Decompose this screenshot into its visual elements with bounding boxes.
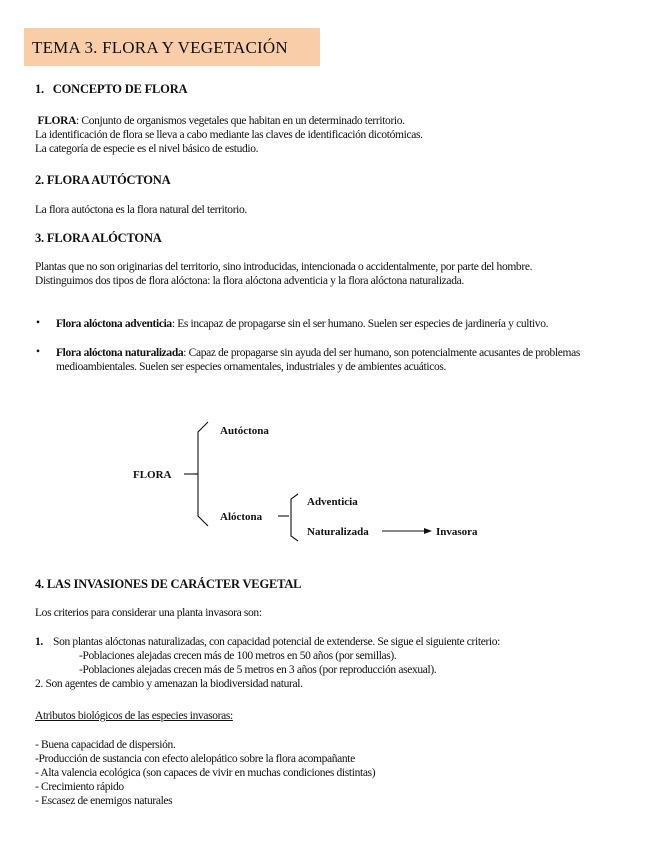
- section-3-para-2: Distinguimos dos tipos de flora alóctona: la flora alóctona adventicia y la flora alóctona naturalizada.: [35, 275, 464, 287]
- flora-classification-diagram: [0, 410, 656, 550]
- flora-term: FLORA: [37, 115, 77, 127]
- section-3-heading: 3. FLORA ALÓCTONA: [35, 231, 162, 245]
- criterion-2: 2. Son agentes de cambio y amenazan la biodiversidad natural.: [35, 678, 303, 690]
- diagram-aloctona-label: Alóctona: [220, 511, 263, 523]
- section-1-number: 1.: [35, 82, 44, 96]
- criterion-1-number: 1.: [35, 636, 43, 648]
- bullet-2-term: Flora alóctona naturalizada: [56, 347, 184, 359]
- attribute-item: -Producción de sustancia con efecto alelopático sobre la flora acompañante: [35, 753, 355, 765]
- attribute-item: - Crecimiento rápido: [35, 781, 124, 793]
- flora-definition-text: : Conjunto de organismos vegetales que habitan en un determinado territorio.: [76, 115, 405, 127]
- criteria-list: [35, 635, 615, 691]
- bullet-1-term: Flora alóctona adventicia: [56, 318, 172, 330]
- diagram-naturalizada-label: Naturalizada: [307, 526, 369, 538]
- bullet-2-marker: •: [36, 346, 41, 358]
- bullet-2-naturalizada: [56, 346, 612, 374]
- diagram-adventicia-label: Adventicia: [307, 496, 358, 508]
- section-3-para-1: Plantas que no son originarias del territorio, sino introducidas, intencionada o accidentalmente, por parte del hombre.: [35, 261, 533, 273]
- bullet-1-marker: •: [36, 317, 41, 329]
- diagram-autoctona-label: Autóctona: [220, 425, 269, 437]
- diagram-root-label: FLORA: [133, 469, 172, 481]
- criterion-1-sub-1: -Poblaciones alejadas crecen más de 100 metros en 50 años (por semillas).: [79, 650, 397, 662]
- diagram-invasora-label: Invasora: [436, 526, 478, 538]
- attribute-item: - Alta valencia ecológica (son capaces de vivir en muchas condiciones distintas): [35, 767, 376, 779]
- attributes-list: [35, 738, 615, 808]
- section-1-title: CONCEPTO DE FLORA: [52, 82, 188, 96]
- bullet-2-text: : Capaz de propagarse sin ayuda del ser humano, son potencialmente acusantes de problemas medioambientales. Suelen ser especies ornamentales, industriales y de ambientes acuáticos.: [56, 347, 581, 373]
- page-title: TEMA 3. FLORA Y VEGETACIÓN: [24, 28, 320, 66]
- root-bracket: [198, 422, 208, 526]
- section-1-body: [35, 114, 615, 156]
- aloctona-bracket: [291, 494, 298, 541]
- criterion-1: [35, 635, 615, 649]
- criteria-intro: Los criterios para considerar una planta invasora son:: [35, 607, 262, 619]
- species-category-text: La categoría de especie es el nivel básico de estudio.: [35, 143, 259, 155]
- bullet-1-text: : Es incapaz de propagarse sin el ser humano. Suelen ser especies de jardinería y cultivo.: [171, 318, 549, 330]
- identification-text: La identificación de flora se lleva a cabo mediante las claves de identificación dicotómicas.: [35, 129, 423, 141]
- flora-definition: [35, 114, 615, 128]
- bullet-1-adventicia: [56, 317, 612, 331]
- section-2-text: La flora autóctona es la flora natural del territorio.: [35, 204, 247, 216]
- criterion-1-sub-2: -Poblaciones alejadas crecen más de 5 metros en 3 años (por reproducción asexual).: [79, 664, 437, 676]
- section-4-heading: 4. LAS INVASIONES DE CARÁCTER VEGETAL: [35, 577, 302, 591]
- attribute-item: - Buena capacidad de dispersión.: [35, 739, 176, 751]
- invasora-arrowhead: [424, 528, 432, 534]
- attributes-heading: Atributos biológicos de las especies invasoras:: [35, 710, 233, 722]
- section-3-body: [35, 260, 600, 288]
- section-2-heading: 2. FLORA AUTÓCTONA: [35, 173, 171, 187]
- attribute-item: - Escasez de enemigos naturales: [35, 795, 173, 807]
- criterion-1-text: Son plantas alóctonas naturalizadas, con capacidad potencial de extenderse. Se sigue el siguiente criterio:: [53, 636, 501, 648]
- section-1-heading: [35, 82, 187, 97]
